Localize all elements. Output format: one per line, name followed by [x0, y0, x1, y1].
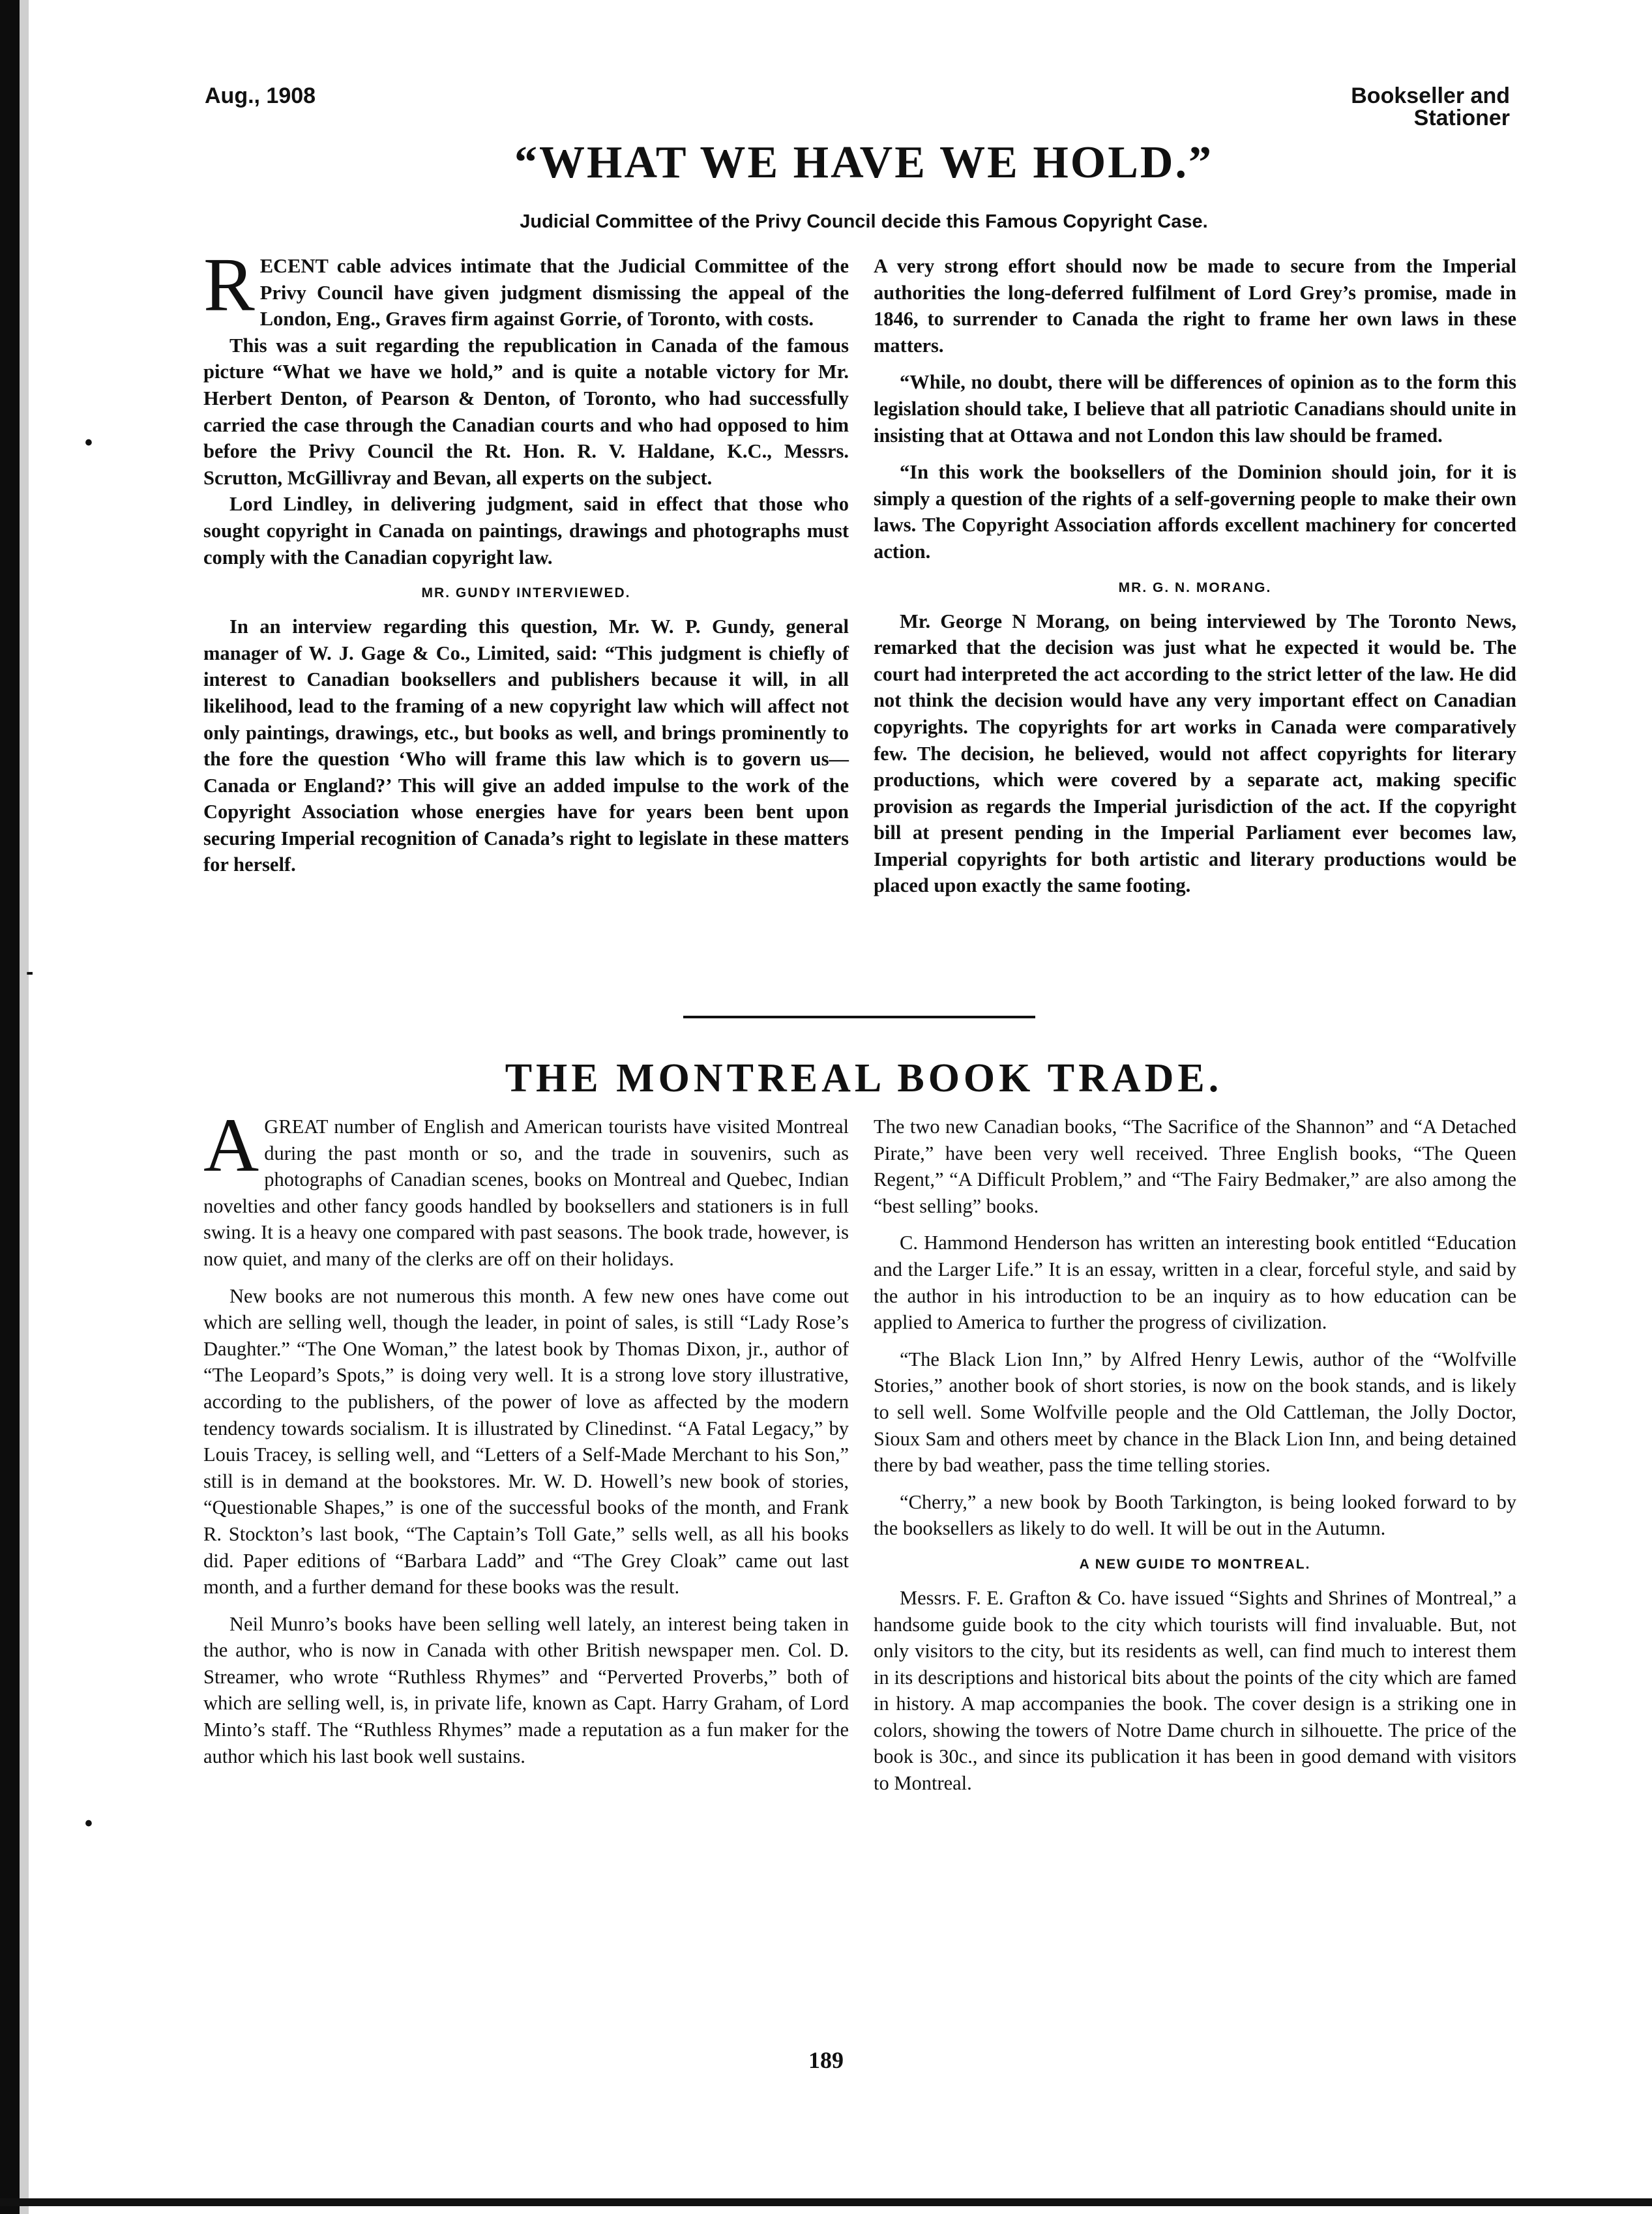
article-divider [683, 1016, 1035, 1018]
margin-mark: - [26, 960, 34, 984]
article1-left-column [203, 242, 849, 878]
paragraph: This was a suit regarding the republication in Canada of the famous picture “What we have we hold,” and is quite a notable victory for Mr. Herbert Denton, of Pearson & Denton, of Toronto, who had successfully carried the case through the Canadian courts and who had opposed to him before the Privy Council the Rt. Hon. R. V. Haldane, K.C., Messrs. Scrutton, McGillivray and Bevan, all experts on the subject. [203, 334, 849, 489]
journal-name-line2: Stationer [1413, 106, 1510, 130]
page-number: 189 [808, 2047, 844, 2073]
article-subtitle: Judicial Committee of the Privy Council decide this Famous Copyright Case. [520, 211, 1208, 232]
paragraph: Messrs. F. E. Grafton & Co. have issued “Sights and Shrines of Montreal,” a handsome guide book to the city which tourists will find invaluable. But, not only visitors to the city, but its residents as well, can find much to interest them in its descriptions and historical bits about the points of the city which are famed in history. A map accompanies the book. The cover design is a striking one in colors, showing the towers of Notre Dame church in silhouette. The price of the book is 30c., and since its publication it has been in good demand with visitors to Montreal. [874, 1586, 1516, 1795]
paragraph: A very strong effort should now be made to secure from the Imperial authorities the long-deferred fulfilment of Lord Grey’s promise, made in 1846, to surrender to Canada the right to frame her own laws in these matters. [874, 255, 1516, 357]
journal-name-line1: Bookseller and [1351, 83, 1510, 108]
paragraph-text: GREAT number of English and American tourists have visited Montreal during the past month or so, and the trade in souvenirs, such as photographs of Canadian scenes, books on Montreal and Quebec, Indian novelties and other fancy goods handled by booksellers and stationers is in full swing. It is a heavy one compared with past seasons. The book trade, however, is now quiet, and many of the clerks are off on their holidays. [203, 1115, 849, 1270]
paragraph: “The Black Lion Inn,” by Alfred Henry Lewis, author of the “Wolfville Stories,” another book of short stories, is now on the book stands, and is likely to sell well. Some Wolfville people and the Old Cattleman, the Jolly Doctor, Sioux Sam and others meet by chance in the Black Lion Inn, and being detained there by bad weather, pass the time telling stories. [874, 1348, 1516, 1477]
binding-spine [0, 0, 20, 2214]
section-heading: MR. GUNDY INTERVIEWED. [421, 585, 631, 601]
drop-cap: R [203, 242, 255, 327]
page-bottom-rule [0, 2198, 1652, 2206]
margin-mark: • [85, 1811, 93, 1836]
paragraph [203, 1102, 849, 1273]
paragraph: “Cherry,” a new book by Booth Tarkington, is being looked forward to by the booksellers as likely to do well. It will be out in the Autumn. [874, 1490, 1516, 1540]
paragraph: Neil Munro’s books have been selling well lately, an interest being taken in the author, who is now in Canada with other British newspaper men. Col. D. Streamer, who wrote “Ruthless Rhymes” and “Perverted Proverbs,” both of which are selling well, is, in private life, known as Capt. Harry Graham, of Lord Minto’s staff. The “Ruthless Rhymes” made a reputation as a fun maker for the author which his last book well sustains. [203, 1612, 849, 1767]
paragraph: New books are not numerous this month. A few new ones have come out which are selling well, though the leader, in point of sales, is still “Lady Rose’s Daughter.” “The One Woman,” the latest book by Thomas Dixon, jr., author of “The Leopard’s Spots,” is doing very well. It is a strong love story illustrative, according to the publishers, of the power of love as affected by the modern tendency towards socialism. It is illustrated by Clinedinst. “A Fatal Legacy,” by Louis Tracey, is selling well, and “Letters of a Self-Made Merchant to his Son,” still is in demand at the bookstores. Mr. W. D. Howell’s new book of stories, “Questionable Shapes,” is one of the successful books of the month, and Frank R. Stockton’s last book, “The Captain’s Toll Gate,” sells well, as all his books did. Paper editions of “Barbara Ladd” and “The Grey Cloak” came out last month, and a further demand for these books was the result. [203, 1284, 849, 1599]
article2-left-column [203, 1102, 849, 1769]
paragraph: “While, no doubt, there will be differences of opinion as to the form this legislation should take, I believe that all patriotic Canadians should unite in insisting that at Ottawa and not London this law should be framed. [874, 371, 1516, 447]
section-heading: MR. G. N. MORANG. [1118, 580, 1272, 595]
issue-date: Aug., 1908 [205, 83, 316, 108]
margin-mark: • [85, 430, 93, 455]
paragraph [203, 242, 849, 332]
article-title: THE MONTREAL BOOK TRADE. [505, 1056, 1223, 1100]
paragraph: C. Hammond Henderson has written an interesting book entitled “Education and the Larger Life.” It is an essay, written in a clear, forceful style, and said by the author in his introduction to be an inquiry as to how education can be applied to America to further the progress of civilization. [874, 1232, 1516, 1334]
section-heading: A NEW GUIDE TO MONTREAL. [1079, 1556, 1311, 1572]
paragraph-text: ECENT cable advices intimate that the Judicial Committee of the Privy Council have given judgment dismissing the appeal of the London, Eng., Graves firm against Gorrie, of Toronto, with costs. [259, 255, 849, 331]
article1-right-column [874, 253, 1516, 899]
paragraph: In an interview regarding this question, Mr. W. P. Gundy, general manager of W. J. Gage & Co., Limited, said: “This judgment is chiefly of interest to Canadian booksellers and publishers because it will, in all likelihood, lead to the framing of a new copyright law which will affect not only paintings, drawings, etc., but books as well, and brings prominently to the fore the question ‘Who will frame this law which is to govern us—Canada or England?’ This will give an added impulse to the work of the Copyright Association whose energies have for years been bent upon securing Imperial recognition of Canada’s right to legislate in these matters for herself. [203, 615, 849, 876]
drop-cap: A [203, 1102, 259, 1188]
binding-shadow [20, 0, 29, 2214]
paragraph: Mr. George N Morang, on being interviewed by The Toronto News, remarked that the decision was just what he expected it would be. The court had interpreted the act according to the strict letter of the law. He did not think the decision would have any very important effect on Canadian copyrights. The copyrights for art works in Canada were comparatively few. The decision, he believed, would not affect copyrights for literary productions, which were covered by a separate act, making specific provision as regards the Imperial jurisdiction of the act. If the copyright bill at present pending in the Imperial Parliament ever becomes law, Imperial copyrights for both artistic and literary productions would be placed upon exactly the same footing. [874, 610, 1516, 897]
paragraph: The two new Canadian books, “The Sacrifice of the Shannon” and “A Detached Pirate,” have been very well received. Three English books, “The Queen Regent,” “A Difficult Problem,” and “The Fairy Bedmaker,” are also among the “best selling” books. [874, 1115, 1516, 1217]
article-title: “WHAT WE HAVE WE HOLD.” [514, 138, 1213, 188]
paragraph: Lord Lindley, in delivering judgment, said in effect that those who sought copyright in Canada on paintings, drawings and photographs must comply with the Canadian copyright law. [203, 493, 849, 568]
journal-name [1301, 85, 1510, 129]
paragraph: “In this work the booksellers of the Dominion should join, for it is simply a question of the rights of a self-governing people to make their own laws. The Copyright Association affords excellent machinery for concerted action. [874, 461, 1516, 563]
article2-right-column [874, 1114, 1516, 1797]
